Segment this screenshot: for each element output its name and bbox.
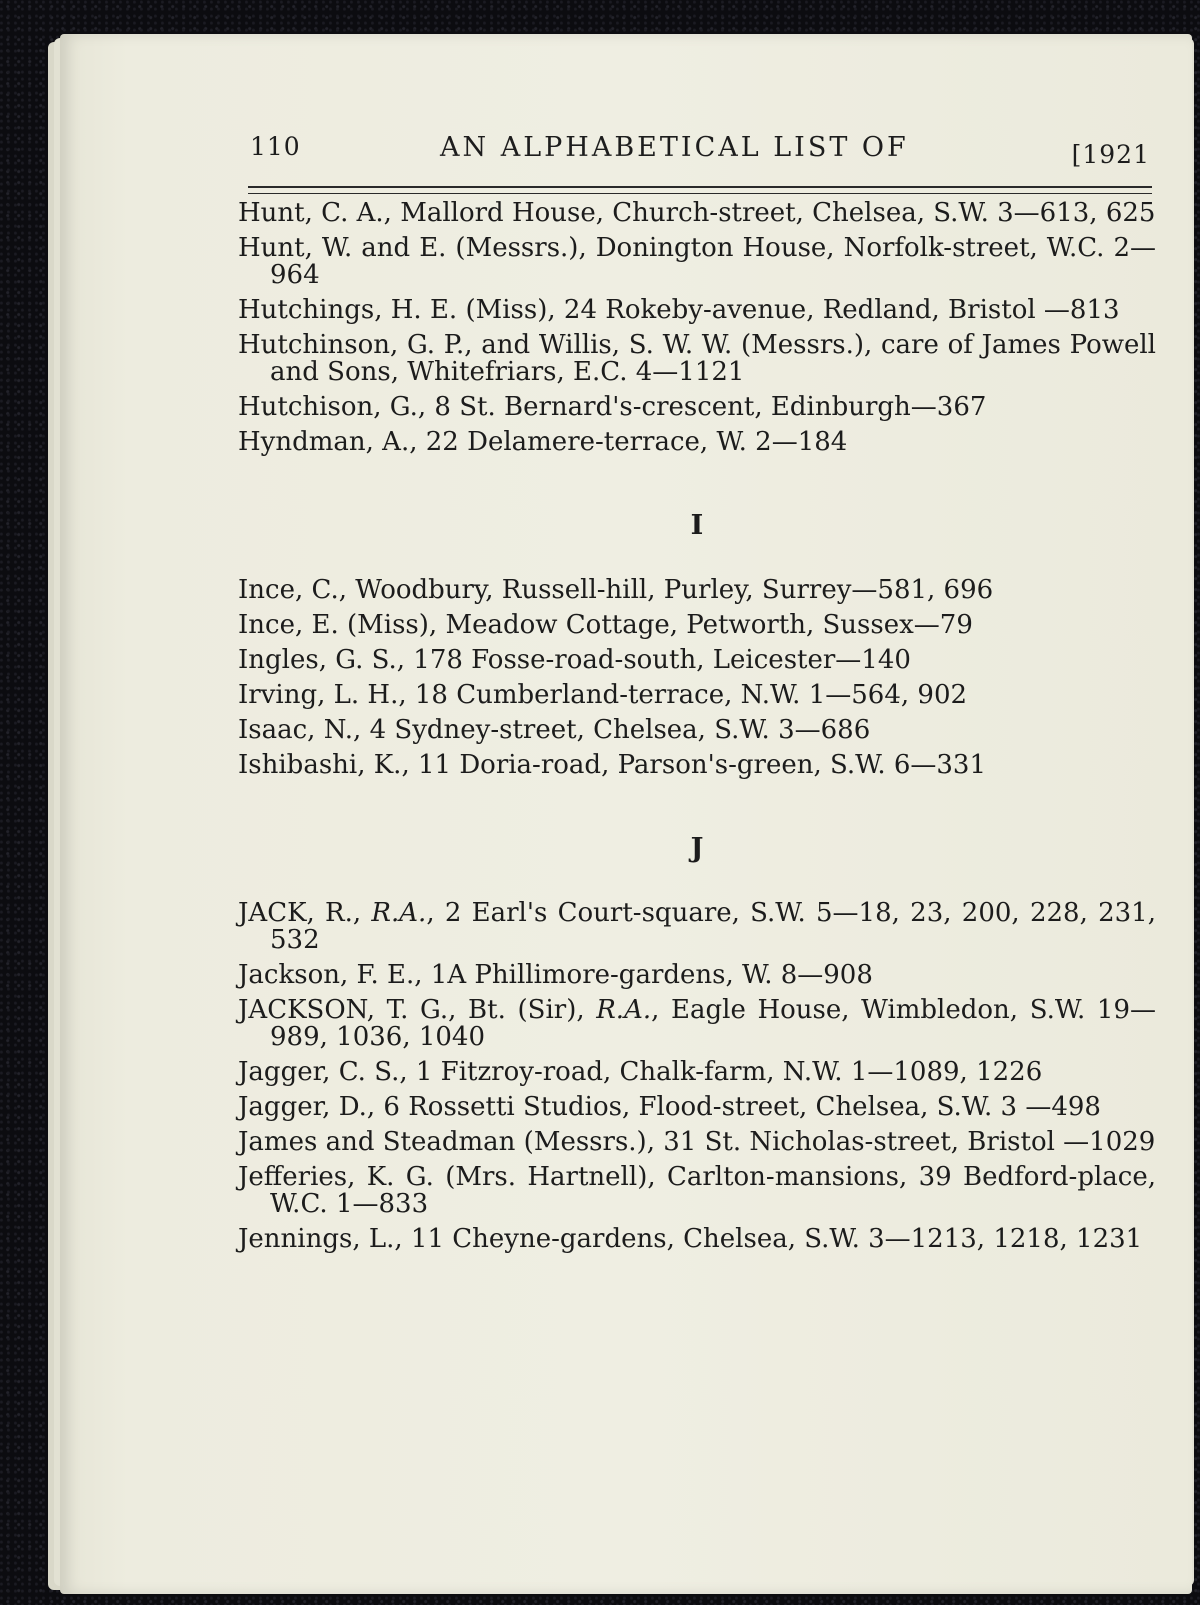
list-entry: Hutchings, H. E. (Miss), 24 Rokeby-avenue, Redland, Bristol —813 bbox=[238, 295, 1120, 325]
list-entry bbox=[238, 997, 1156, 1051]
entry-title: R.A. bbox=[596, 995, 652, 1025]
entry-name: JACKSON, T. G., Bt. (Sir), bbox=[238, 995, 597, 1025]
year-marker: [1921 bbox=[1071, 140, 1150, 169]
list-entry: Hutchinson, G. P., and Willis, S. W. W. (Messrs.), care of James Powell and Sons, Whitefriars, E.C. 4—1121 bbox=[238, 330, 1156, 387]
list-entry: Isaac, N., 4 Sydney-street, Chelsea, S.W. 3—686 bbox=[238, 715, 871, 745]
list-entry: Jefferies, K. G. (Mrs. Hartnell), Carlton-mansions, 39 Bedford-place, W.C. 1—833 bbox=[238, 1162, 1156, 1219]
section-heading-j: J bbox=[690, 833, 704, 864]
header-rule bbox=[248, 186, 1152, 194]
directory-list bbox=[238, 200, 1156, 1261]
list-entry: Ingles, G. S., 178 Fosse-road-south, Leicester—140 bbox=[238, 645, 911, 675]
entry-rest: , 2 Earl's Court-square, S.W. 5—18, 23, 200, 228, 231, 532 bbox=[270, 898, 1156, 955]
list-entry: James and Steadman (Messrs.), 31 St. Nicholas-street, Bristol —1029 bbox=[238, 1127, 1156, 1157]
list-entry bbox=[238, 900, 1156, 954]
list-entry: Jennings, L., 11 Cheyne-gardens, Chelsea, S.W. 3—1213, 1218, 1231 bbox=[238, 1224, 1143, 1254]
list-entry: Hunt, C. A., Mallord House, Church-street, Chelsea, S.W. 3—613, 625 bbox=[238, 198, 1156, 228]
list-entry: Hutchison, G., 8 St. Bernard's-crescent, Edinburgh—367 bbox=[238, 392, 987, 422]
entry-name: JACK, R., bbox=[238, 898, 372, 928]
list-entry: Irving, L. H., 18 Cumberland-terrace, N.W. 1—564, 902 bbox=[238, 680, 968, 710]
list-entry: Jagger, D., 6 Rossetti Studios, Flood-street, Chelsea, S.W. 3 —498 bbox=[238, 1092, 1101, 1122]
list-entry: Ince, E. (Miss), Meadow Cottage, Petworth, Sussex—79 bbox=[238, 610, 973, 640]
list-entry: Jagger, C. S., 1 Fitzroy-road, Chalk-farm, N.W. 1—1089, 1226 bbox=[238, 1057, 1043, 1087]
list-entry: Hunt, W. and E. (Messrs.), Donington House, Norfolk-street, W.C. 2—964 bbox=[238, 233, 1156, 290]
section-heading-i: I bbox=[690, 510, 704, 541]
running-title: AN ALPHABETICAL LIST OF bbox=[440, 132, 909, 163]
entry-rest: , Eagle House, Wimbledon, S.W. 19—989, 1036, 1040 bbox=[270, 995, 1156, 1052]
list-entry: Ishibashi, K., 11 Doria-road, Parson's-green, S.W. 6—331 bbox=[238, 750, 987, 780]
entry-title: R.A. bbox=[371, 898, 427, 928]
list-entry: Ince, C., Woodbury, Russell-hill, Purley, Surrey—581, 696 bbox=[238, 575, 994, 605]
list-entry: Jackson, F. E., 1A Phillimore-gardens, W. 8—908 bbox=[238, 960, 873, 990]
list-entry: Hyndman, A., 22 Delamere-terrace, W. 2—184 bbox=[238, 427, 848, 457]
page-header bbox=[250, 126, 1150, 170]
page-number: 110 bbox=[250, 132, 301, 161]
